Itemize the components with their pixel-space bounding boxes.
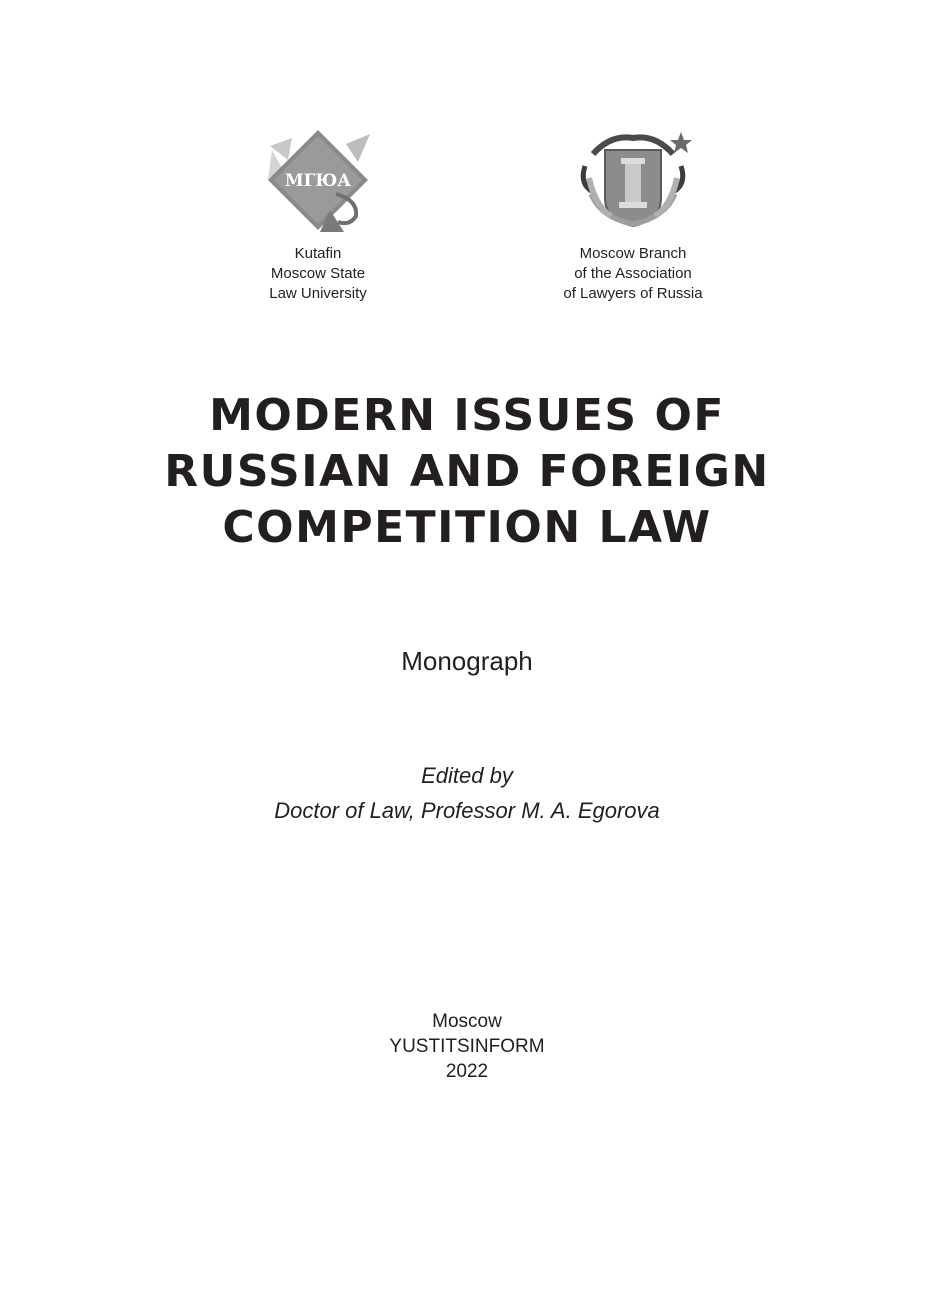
msal-logo <box>238 128 398 236</box>
association-name <box>543 244 723 304</box>
svg-text:МГЮА: МГЮА <box>284 171 352 191</box>
book-title <box>0 388 934 556</box>
editor-name: Doctor of Law, Professor M. A. Egorova <box>274 798 660 823</box>
imprint-publisher: YUSTITSINFORM <box>389 1036 545 1057</box>
association-name-line: Moscow Branch <box>579 245 687 262</box>
university-name-line: Law University <box>269 285 367 302</box>
imprint-year: 2022 <box>445 1061 489 1082</box>
imprint-city: Moscow <box>432 1011 502 1032</box>
university-name-line: Moscow State <box>270 265 366 282</box>
association-logo-block <box>543 128 723 304</box>
university-name-line: Kutafin <box>294 245 342 262</box>
book-genre: Monograph <box>401 646 533 676</box>
university-logo-block <box>238 128 398 304</box>
book-title-line: RUSSIAN AND FOREIGN <box>164 446 770 497</box>
association-logo <box>543 128 723 236</box>
editor-credit <box>0 758 934 828</box>
book-title-line: COMPETITION LAW <box>222 502 712 553</box>
association-name-line: of Lawyers of Russia <box>563 285 703 302</box>
association-crest-icon <box>571 128 695 232</box>
association-name-line: of the Association <box>574 265 692 282</box>
book-title-line: MODERN ISSUES OF <box>209 390 725 441</box>
imprint <box>0 1009 934 1084</box>
edited-by-label: Edited by <box>421 763 513 788</box>
msal-emblem-icon <box>262 128 374 234</box>
university-name <box>238 244 398 304</box>
